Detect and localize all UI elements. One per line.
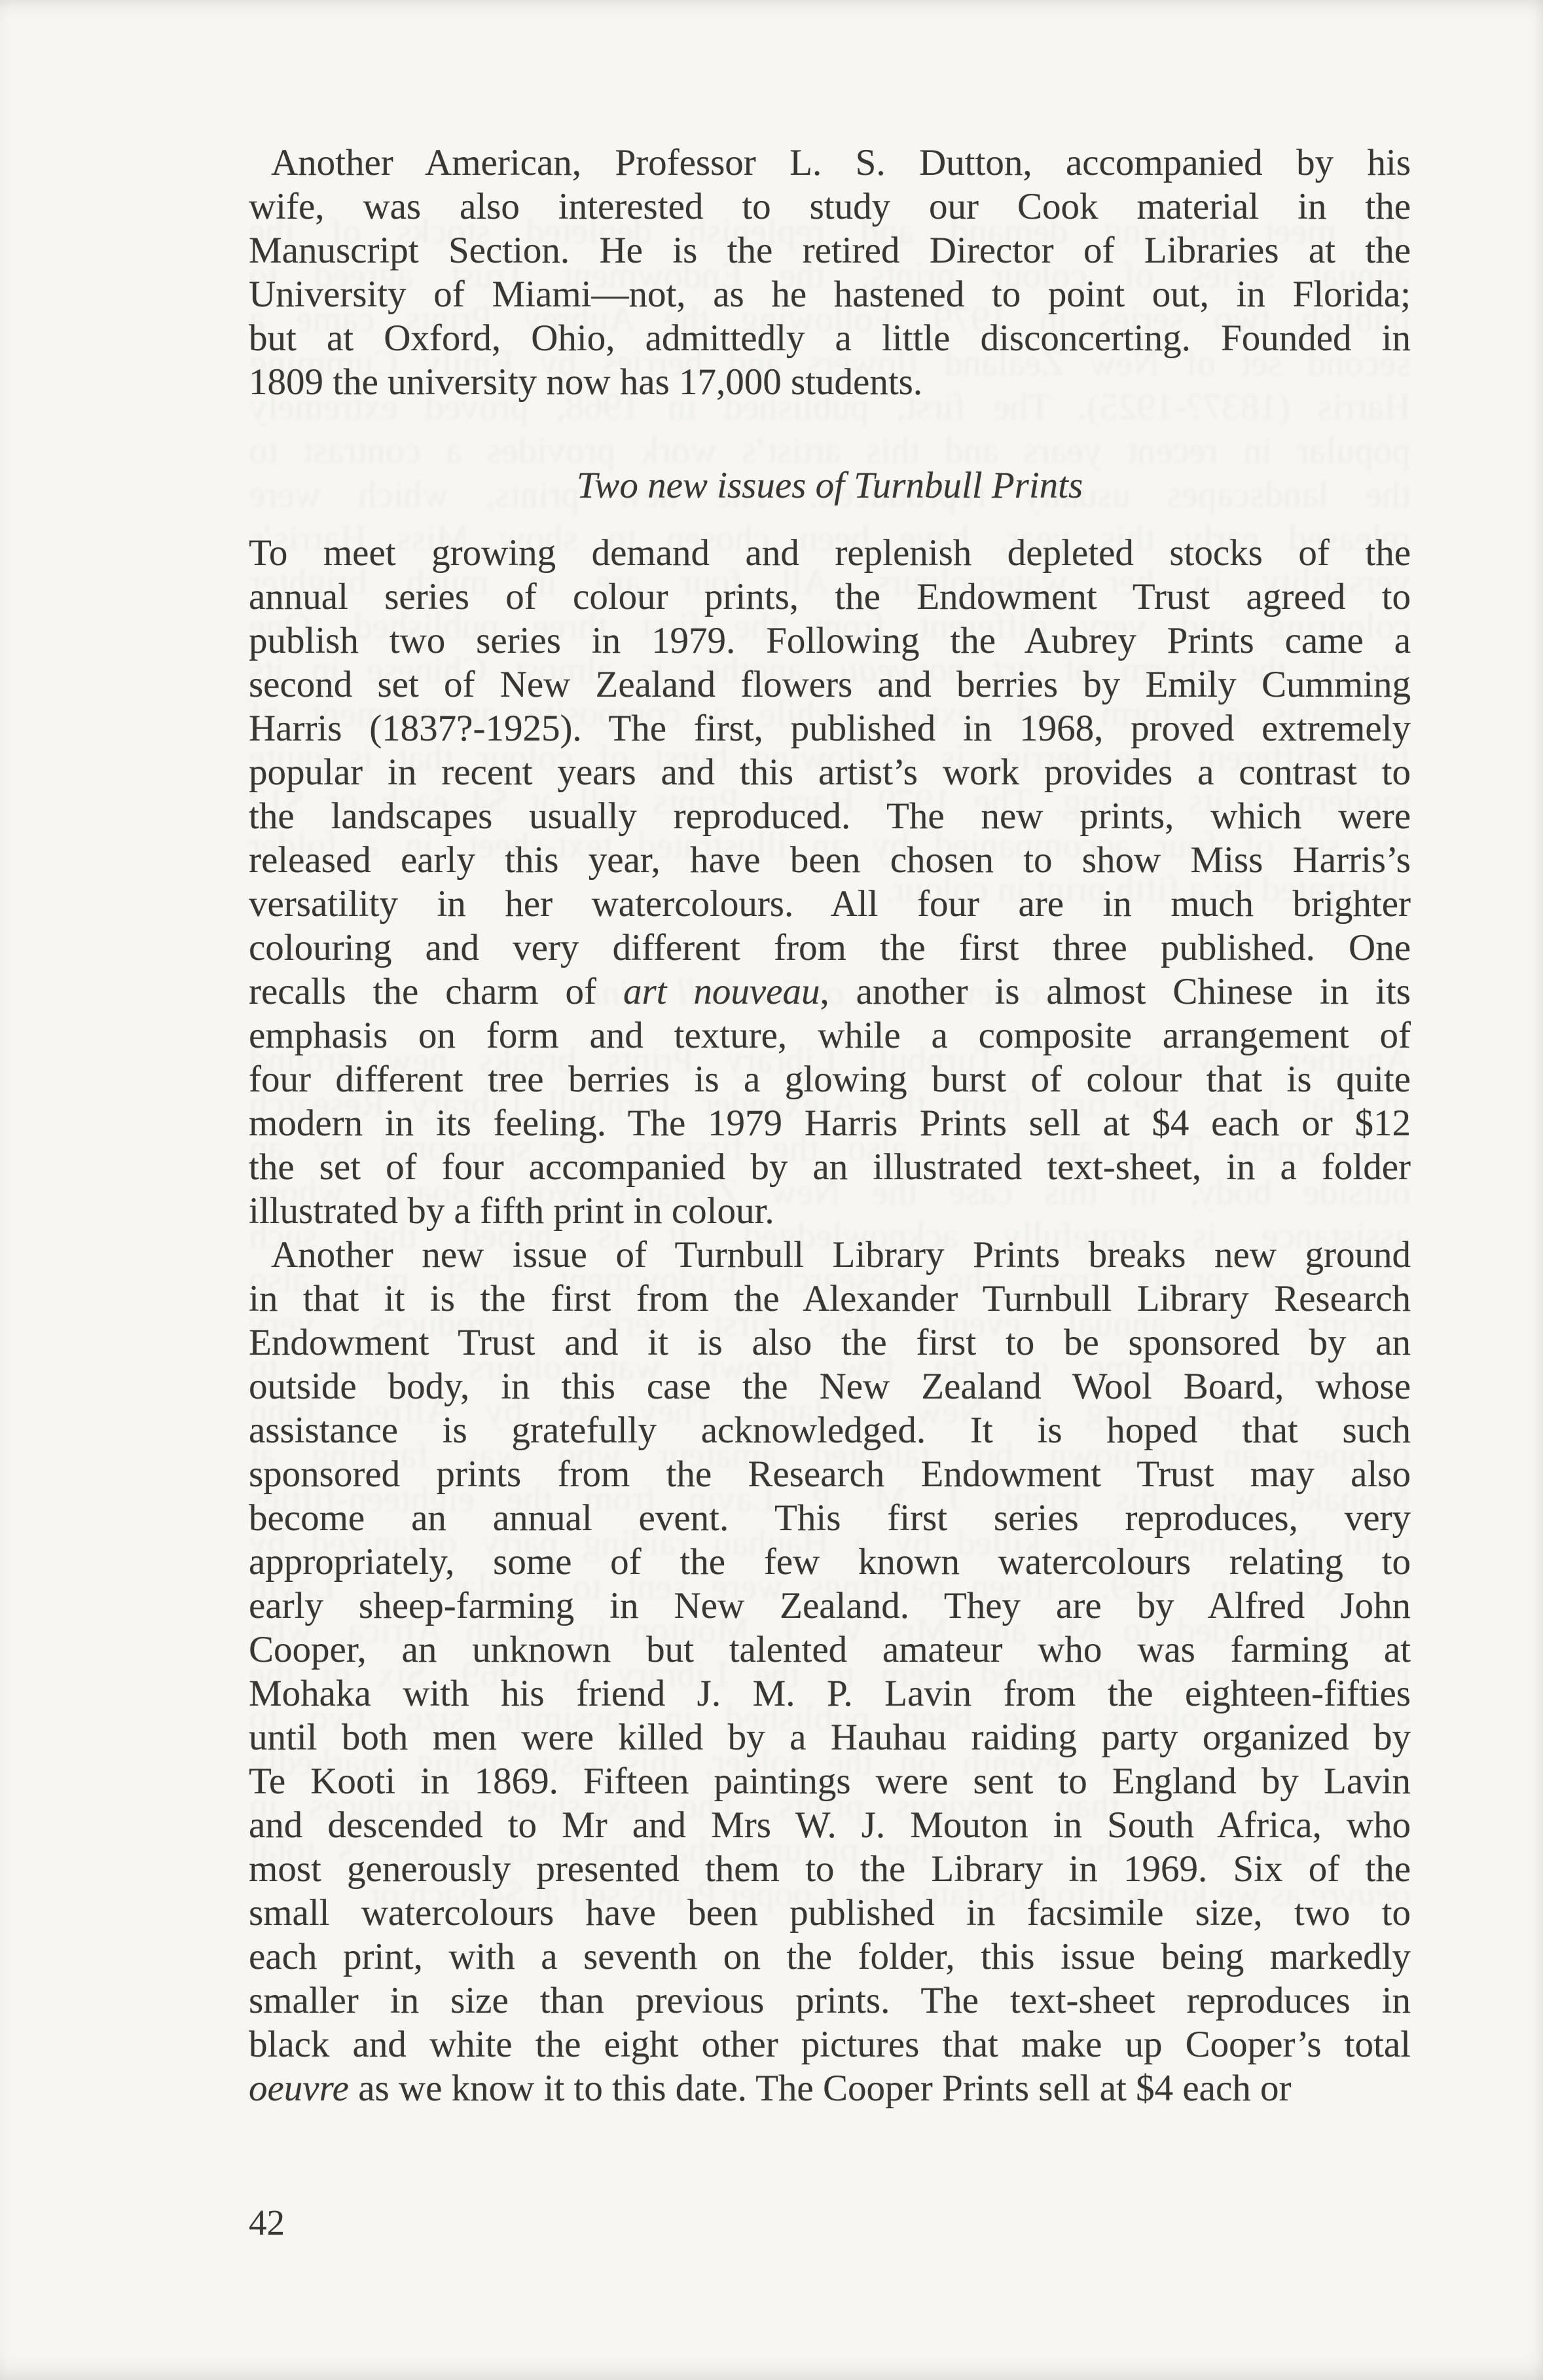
paragraph-harris-prints: To meet growing demand and replenish depleted stocks of the annual series of colour prints, the Endowment Trust agreed to publish two series in 1979. Following the Aubrey Prints came a second set of New Zealand flowers and berries by Emily Cumming Harris (1837?-1925). The first, published in 1968, proved extremely popular in recent years and this artist’s work provides a contrast to the landscapes usually reproduced. The new prints, which were released early this year, have been chosen to show Miss Harris’s versatility in her watercolours. All four are in much brighter colouring and very different from the first three published. One recalls the charm of art nouveau, another is almost Chinese in its emphasis on form and texture, while a composite arrangement of four different tree berries is a glowing burst of colour that is quite modern in its feeling. The 1979 Harris Prints sell at $4 each or $12 the set of four accompanied by an illustrated text-sheet, in a folder illustrated by a fifth print in colour. bbox=[249, 532, 1411, 1232]
paragraph-cooper-prints: Another new issue of Turnbull Library Prints breaks new ground in that it is the first from the Alexander Turnbull Library Research Endowment Trust and it is also the first to be sponsored by an outside body, in this case the New Zealand Wool Board, whose assistance is gratefully acknowledged. It is hoped that such sponsored prints from the Research Endowment Trust may also become an annual event. This first series reproduces, very appropriately, some of the few known watercolours relating to early sheep-farming in New Zealand. They are by Alfred John Cooper, an unknown but talented amateur who was farming at Mohaka with his friend J. M. P. Lavin from the eighteen-fifties until both men were killed by a Hauhau raiding party organized by Te Kooti in 1869. Fifteen paintings were sent to England by Lavin and descended to Mr and Mrs W. J. Mouton in South Africa, who most generously presented them to the Library in 1969. Six of the small watercolours have been published in facsimile size, two to each print, with a seventh on the folder, this issue being markedly smaller in size than previous prints. The text-sheet reproduces in black and white the eight other pictures that make up Cooper’s total oeuvre as we know it to this date. The Cooper Prints sell at $4 each or bbox=[249, 1234, 1411, 2109]
section-heading: Two new issues of Turnbull Prints bbox=[576, 465, 1083, 506]
paragraph-dutton-visit: Another American, Professor L. S. Dutton, accompanied by his wife, was also interested to study our Cook material in the Manuscript Section. He is the retired Director of Libraries at the University of Miami—not, as he hastened to point out, in Florida; but at Oxford, Ohio, admittedly a little disconcerting. Founded in 1809 the university now has 17,000 students. bbox=[249, 142, 1411, 403]
text-column bbox=[249, 141, 1411, 2110]
page-number: 42 bbox=[249, 2203, 285, 2243]
